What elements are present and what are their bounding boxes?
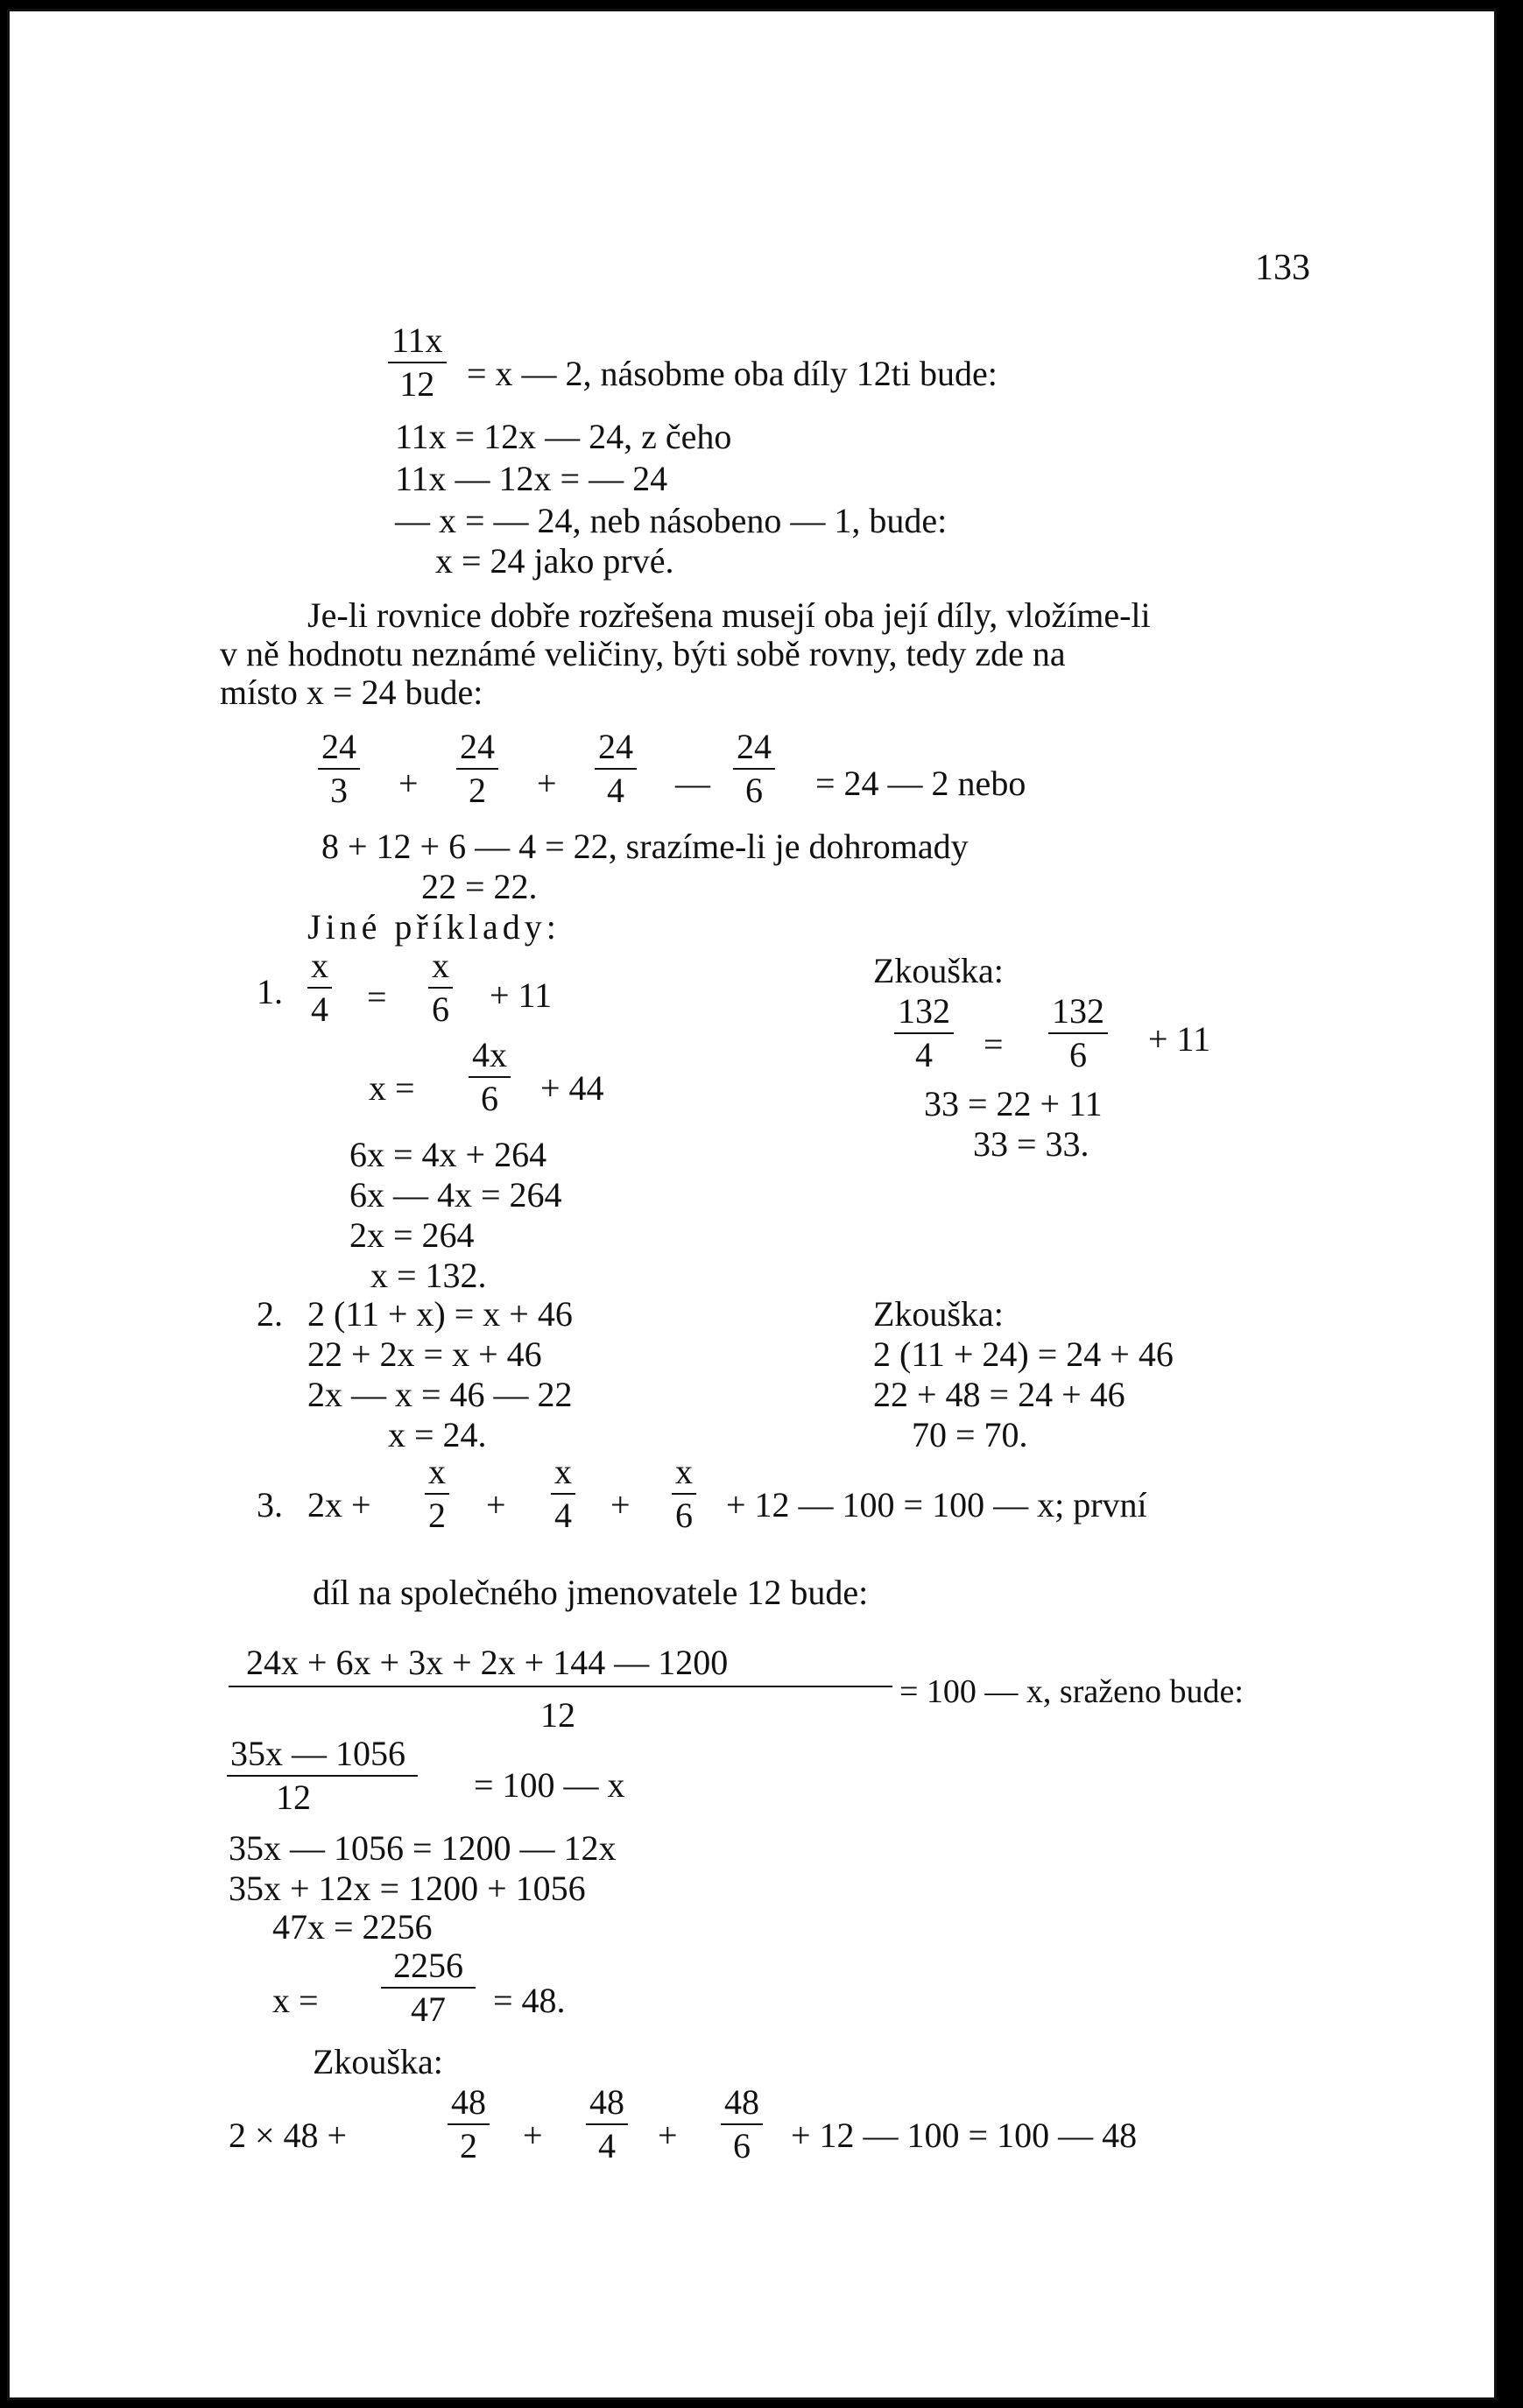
numerator: 24	[595, 729, 637, 770]
equation-line: 70 = 70.	[912, 1415, 1028, 1454]
equation-line: + 11	[1148, 1019, 1211, 1059]
section-heading: Jiné příklady:	[307, 907, 561, 947]
fraction	[307, 948, 332, 1027]
denominator: 4	[915, 1035, 933, 1074]
sentence: díl na společného jmenovatele 12 bude:	[313, 1573, 869, 1612]
fraction	[425, 1454, 449, 1533]
fraction	[1048, 991, 1108, 1074]
operator: +	[658, 2116, 678, 2155]
numerator: x	[428, 948, 453, 989]
numerator: 11x	[388, 323, 447, 363]
numerator: 132	[894, 994, 954, 1034]
denominator: 47	[411, 1989, 446, 2029]
check-label: Zkouška:	[873, 1294, 1004, 1334]
numerator: 24	[456, 729, 498, 770]
paragraph-line: místo x = 24 bude:	[220, 672, 483, 712]
equation-line: 47x = 2256	[272, 1907, 433, 1947]
equation-line: = 24 — 2 nebo	[815, 764, 1026, 803]
fraction	[456, 729, 498, 808]
denominator: 6	[432, 989, 449, 1029]
denominator: 4	[598, 2126, 616, 2165]
equation-line: x = 132.	[370, 1256, 487, 1295]
numerator: x	[425, 1454, 449, 1495]
paragraph-line: Je-li rovnice dobře rozřešena musejí oba její díly, vložíme-li	[307, 595, 1151, 635]
equation-line: = 100 — x, sraženo bude:	[899, 1673, 1244, 1710]
equation-line: 2 (11 + 24) = 24 + 46	[873, 1334, 1174, 1374]
fraction	[586, 2082, 628, 2165]
paragraph-line: v ně hodnotu neznámé veličiny, býti sobě rovny, tedy zde na	[220, 634, 1066, 673]
numerator: 2256	[381, 1948, 476, 1989]
fraction	[381, 1948, 476, 2027]
denominator: 4	[554, 1496, 572, 1535]
equation-line: x =	[272, 1981, 319, 2020]
denominator: 4	[607, 771, 624, 810]
equation-line: + 11	[490, 975, 553, 1015]
fraction	[894, 991, 954, 1074]
fraction-bar	[229, 1686, 892, 1687]
denominator: 2	[428, 1496, 446, 1535]
equation-line: = 48.	[493, 1981, 566, 2020]
equation-line: + 12 — 100 = 100 — 48	[791, 2116, 1138, 2155]
numerator: 24	[733, 729, 775, 770]
check-label: Zkouška:	[313, 2042, 443, 2081]
numerator: 24	[318, 729, 360, 770]
equation-line: 2x — x = 46 — 22	[307, 1375, 573, 1414]
equation-line: x =	[369, 1068, 415, 1108]
fraction	[733, 729, 775, 808]
denominator: 2	[460, 2126, 477, 2165]
operator: =	[367, 977, 387, 1017]
example-number: 2.	[257, 1294, 283, 1334]
fraction	[227, 1736, 418, 1815]
equation-line: x = 24.	[388, 1415, 487, 1454]
operator: +	[610, 1485, 631, 1524]
equation-line: = 100 — x	[474, 1765, 625, 1805]
big-denominator: 12	[540, 1695, 575, 1735]
equation-line: 22 + 2x = x + 46	[307, 1334, 542, 1374]
equation-line: 2x +	[307, 1485, 371, 1524]
numerator: x	[307, 948, 332, 989]
check-label: Zkouška:	[873, 951, 1004, 990]
denominator: 6	[733, 2126, 751, 2165]
numerator: 35x — 1056	[227, 1736, 418, 1777]
equation-line: 8 + 12 + 6 — 4 = 22, srazíme-li je dohromady	[321, 827, 969, 866]
equation-line: 11x = 12x — 24, z čeho	[395, 417, 732, 456]
fraction	[672, 1454, 696, 1533]
equation-line: 2 (11 + x) = x + 46	[307, 1294, 573, 1334]
equation-line: — x = — 24, neb násobeno — 1, bude:	[395, 501, 948, 540]
fraction	[595, 729, 637, 808]
numerator: 4x	[469, 1038, 511, 1078]
equation-line: + 12 — 100 = 100 — x; první	[726, 1485, 1147, 1524]
operator: —	[675, 764, 710, 803]
fraction	[469, 1035, 511, 1118]
book-page	[7, 9, 1497, 2400]
denominator: 2	[469, 771, 486, 810]
equation-line: 22 = 22.	[421, 867, 538, 906]
equation-line: + 44	[540, 1068, 604, 1108]
equation-line: 2 × 48 +	[229, 2116, 348, 2155]
operator: +	[486, 1485, 506, 1524]
denominator: 6	[1069, 1035, 1087, 1074]
denominator: 12	[399, 364, 435, 404]
denominator: 4	[311, 989, 328, 1029]
example-number: 1.	[257, 972, 283, 1011]
equation-line: 35x + 12x = 1200 + 1056	[229, 1869, 586, 1908]
equation-line: 2x = 264	[349, 1215, 475, 1255]
numerator: 48	[586, 2085, 628, 2125]
equation-line: x = 24 jako prvé.	[435, 541, 674, 581]
operator: =	[984, 1024, 1004, 1064]
equation-line: 22 + 48 = 24 + 46	[873, 1375, 1125, 1414]
equation-line: 11x — 12x = — 24	[395, 459, 668, 498]
example-number: 3.	[257, 1485, 283, 1524]
equation-line: 35x — 1056 = 1200 — 12x	[229, 1828, 617, 1868]
numerator: x	[551, 1454, 575, 1495]
equation-line: = x — 2, násobme oba díly 12ti bude:	[467, 354, 998, 393]
big-numerator: 24x + 6x + 3x + 2x + 144 — 1200	[246, 1643, 729, 1682]
equation-line: 6x = 4x + 264	[349, 1135, 547, 1174]
fraction	[448, 2082, 490, 2165]
page-number: 133	[1255, 248, 1310, 288]
equation-fraction	[388, 320, 447, 404]
denominator: 3	[330, 771, 348, 810]
numerator: 48	[448, 2085, 490, 2125]
numerator: x	[672, 1454, 696, 1495]
equation-line: 33 = 33.	[973, 1124, 1089, 1164]
fraction	[721, 2082, 763, 2165]
numerator: 132	[1048, 994, 1108, 1034]
denominator: 6	[481, 1079, 498, 1118]
fraction	[428, 948, 453, 1027]
operator: +	[523, 2116, 543, 2155]
fraction	[318, 729, 360, 808]
operator: +	[537, 764, 557, 803]
equation-line: 6x — 4x = 264	[349, 1175, 562, 1215]
denominator: 6	[675, 1496, 693, 1535]
operator: +	[398, 764, 419, 803]
denominator: 12	[276, 1778, 311, 1817]
fraction	[551, 1454, 575, 1533]
equation-line: 33 = 22 + 11	[924, 1084, 1103, 1123]
denominator: 6	[745, 771, 763, 810]
numerator: 48	[721, 2085, 763, 2125]
